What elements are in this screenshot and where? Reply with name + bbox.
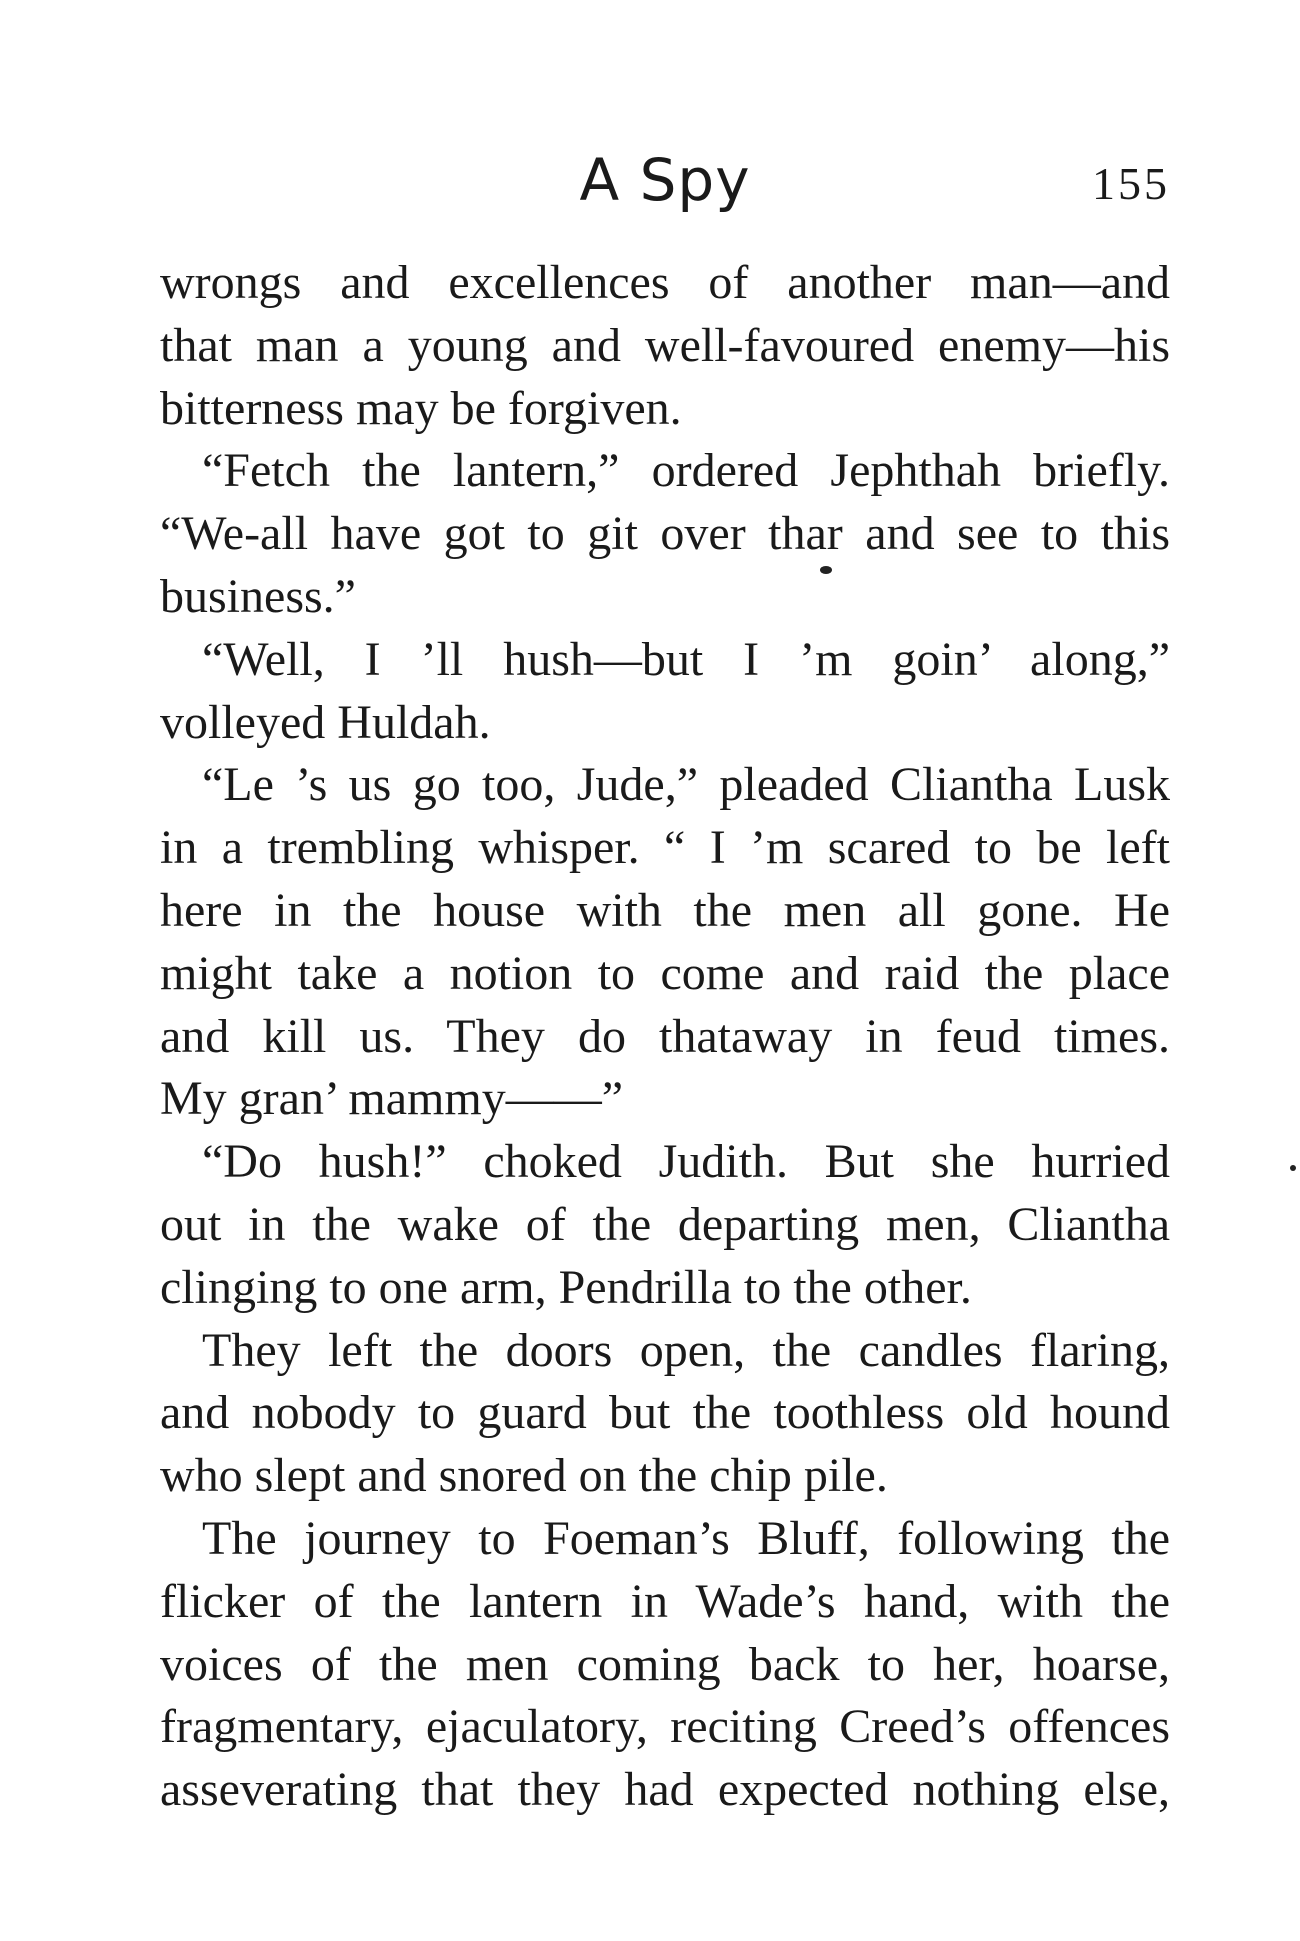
text-line: that man a young and well-favoured enemy—his (160, 318, 1170, 372)
text-line: bitterness may be forgiven. (160, 381, 682, 435)
ink-speck (1290, 1165, 1296, 1171)
text-line: asseverating that they had expected nothing else, (160, 1763, 1170, 1817)
text-line: voices of the men coming back to her, hoarse, (160, 1637, 1170, 1691)
page-number: 155 (1092, 158, 1170, 209)
text-line: “Do hush!” choked Judith. But she hurried (202, 1135, 1170, 1189)
text-line: volleyed Huldah. (160, 695, 491, 749)
text-line: clinging to one arm, Pendrilla to the other. (160, 1260, 972, 1314)
text-line: “Fetch the lantern,” ordered Jephthah briefly. (202, 444, 1170, 498)
ink-speck (820, 566, 832, 574)
running-head (160, 140, 1170, 220)
text-line: out in the wake of the departing men, Cliantha (160, 1197, 1170, 1251)
text-line: and kill us. They do thataway in feud times. (160, 1009, 1170, 1063)
text-line: The journey to Foeman’s Bluff, following the (202, 1511, 1170, 1565)
running-title: A Spy (579, 146, 751, 214)
text-line: fragmentary, ejaculatory, reciting Creed’s offences (160, 1700, 1170, 1754)
body-text (160, 252, 1170, 1822)
text-line: and nobody to guard but the toothless old hound (160, 1386, 1170, 1440)
text-line: in a trembling whisper. “ I ’m scared to be left (160, 821, 1170, 875)
text-line: business.” (160, 569, 356, 623)
text-line: “Well, I ’ll hush—but I ’m goin’ along,” (202, 632, 1170, 686)
text-line: wrongs and excellences of another man—and (160, 256, 1170, 309)
text-line: who slept and snored on the chip pile. (160, 1449, 888, 1503)
text-line: might take a notion to come and raid the place (160, 946, 1170, 1000)
text-line: They left the doors open, the candles flaring, (202, 1323, 1170, 1377)
text-line: “We-all have got to git over thar and see to this (160, 507, 1170, 561)
text-line: “Le ’s us go too, Jude,” pleaded Cliantha Lusk (202, 758, 1170, 812)
text-line: My gran’ mammy——” (160, 1072, 624, 1126)
text-line: here in the house with the men all gone. He (160, 883, 1170, 937)
text-line: flicker of the lantern in Wade’s hand, with the (160, 1574, 1170, 1628)
